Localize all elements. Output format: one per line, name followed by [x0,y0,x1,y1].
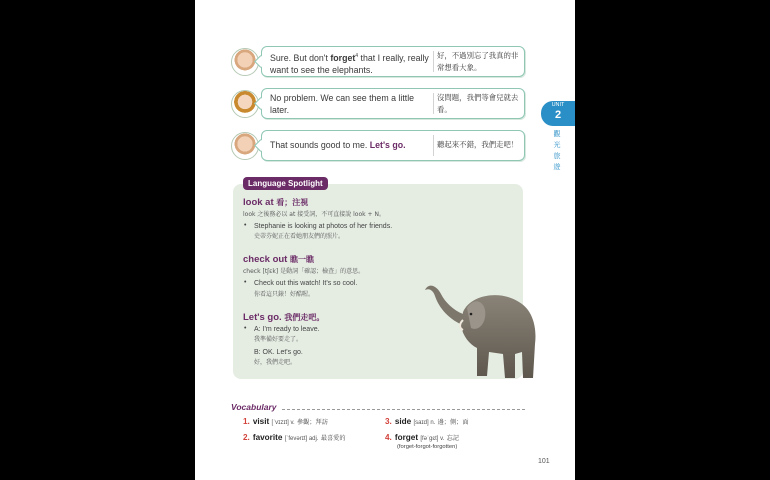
vocab-number: 1. [243,417,250,426]
dialogue-english [270,50,430,76]
unit-tab[interactable] [541,101,575,126]
vocab-chinese: 參觀；拜訪 [296,419,328,426]
heading-chinese: 瞧一瞧 [290,255,314,264]
example-chinese: 好，我們走吧。 [254,359,297,366]
vocab-word: visit [252,417,270,426]
example-english: A: I'm ready to leave. [254,326,320,333]
unit-label: UNIT [551,102,565,108]
dialogue-english [270,139,430,151]
example-chinese: 史蒂芬妮正在看她朋友們的照片。 [254,233,345,240]
spotlight-heading [243,197,308,208]
divider [433,135,434,156]
footnote-number: 4 [355,53,359,59]
vocab-forms: (forget-forgot-forgotten) [397,444,458,450]
spotlight-heading [243,312,324,323]
textbook-page [195,0,575,480]
spotlight-note: check [tʃɛk] 是動詞「確認；檢查」的意思。 [243,268,365,275]
example-english: Stephanie is looking at photos of her friends. [254,223,393,230]
unit-title-char: 光 [553,141,561,149]
heading-chinese: 我們走吧。 [284,313,325,322]
vocab-word: favorite [252,433,283,442]
unit-title-char: 旅 [553,152,561,160]
vocab-phonetic: [ˈvɪzɪt] v. [271,420,295,426]
elephant-illustration [423,280,543,390]
divider [282,409,525,410]
bullet-icon: • [244,279,247,286]
vocab-number: 2. [243,433,250,442]
bullet-icon: • [244,222,247,229]
vocabulary-title: Vocabulary [231,402,277,412]
highlighted-phrase: Let's go. [369,140,406,150]
vocab-phonetic: [fəˈgɛt] v. [420,436,445,442]
heading-english: check out [243,254,288,265]
dialogue-row-2 [231,88,525,119]
vocab-chinese: 忘記 [446,435,459,442]
text: That sounds good to me. [270,140,370,150]
example-chinese: 我準備好要走了。 [254,336,303,343]
spotlight-heading [243,254,314,265]
vocab-number: 4. [385,433,392,442]
dialogue-chinese: 聽起來不錯，我們走吧！ [437,140,519,149]
unit-title-char: 遊 [553,163,561,171]
vocab-chinese: 邊；側；面 [437,419,469,426]
dialogue-chinese: 好，不過別忘了我真的非常想看大象。 [437,51,519,72]
vocab-phonetic: [saɪd] n. [413,420,436,426]
vocab-number: 3. [385,417,392,426]
speech-bubble [261,88,525,119]
heading-english: look at [243,197,274,208]
vocab-word: forget [394,433,419,442]
divider [433,93,434,114]
speech-bubble [261,130,525,161]
vocab-word: side [394,417,412,426]
page-number: 101 [538,458,550,465]
dialogue-row-3 [231,130,525,161]
heading-chinese: 看；注視 [276,198,309,207]
language-spotlight-tag: Language Spotlight [243,177,328,190]
speech-bubble [261,46,525,77]
unit-number: 2 [554,109,562,121]
dialogue-english: No problem. We can see them a little later. [270,93,415,115]
vocab-item [243,417,328,426]
unit-title [552,129,562,173]
vocab-phonetic: [ˈfevərɪt] adj. [284,436,319,442]
text: that I really, really want to see the elephants. [270,52,429,75]
heading-english: Let's go. [243,312,282,323]
spotlight-note: look 之後務必以 at 接受詞，不可直接說 look + N。 [243,211,385,218]
text: Sure. But don't [270,52,331,63]
vocab-chinese: 最喜愛的 [320,435,346,442]
bullet-icon: • [244,325,247,332]
divider [433,51,434,72]
unit-title-char: 觀 [553,130,561,138]
vocab-item [243,433,346,442]
bold-word: forget [330,52,356,63]
dialogue-row-1 [231,46,525,77]
example-english: Check out this watch! It's so cool. [254,280,358,287]
example-english: B: OK. Let's go. [254,349,303,356]
dialogue-chinese: 沒問題，我們等會兒就去看。 [437,93,519,114]
example-chinese: 你看這只錶！好酷喔。 [254,291,315,298]
vocab-item [385,417,469,426]
vocab-item [385,433,459,442]
